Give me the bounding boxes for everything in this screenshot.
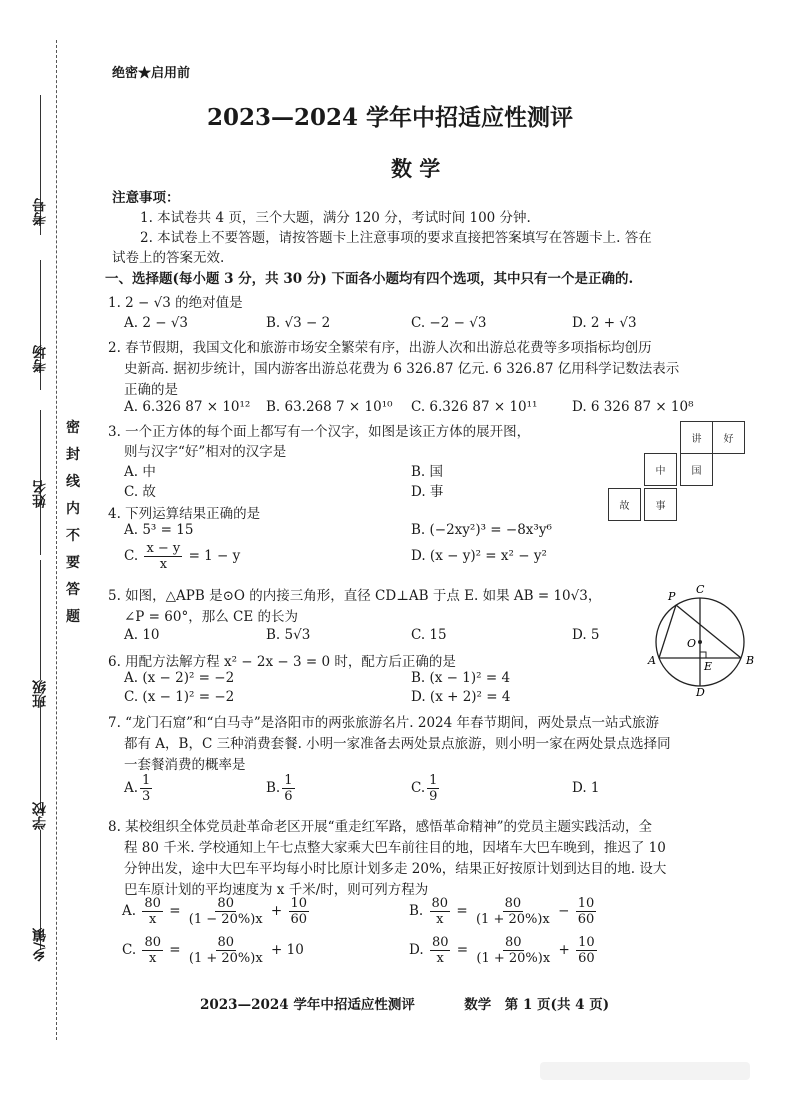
q8-a-f3d: 60: [290, 912, 308, 927]
q4-option-c-label: C.: [124, 548, 139, 564]
q8-line-2: 程 80 千米. 学校通知上午七点整大家乘大巴车前往目的地，因堵车大巴车晚到，推迟了 10: [124, 840, 666, 856]
q8-b-f2n: 80: [504, 896, 522, 911]
footer-page-number: 数学 第 1 页(共 4 页): [464, 997, 610, 1013]
page-footer: [200, 993, 609, 1013]
q7-line-3: 一套餐消费的概率是: [124, 757, 246, 773]
q8-b-frac-2: [474, 896, 552, 927]
net-cell-gu: 故: [608, 488, 641, 521]
q6-option-a: A. (x − 2)² = −2: [124, 670, 235, 686]
confidential-label: 绝密★启用前: [112, 66, 191, 81]
q8-c-f1d: x: [149, 951, 157, 966]
township-label: 乡/镇: [32, 928, 48, 962]
q8-a-f2d: (1 − 20%)x: [188, 912, 263, 927]
exam-title: 2023—2024 学年中招适应性测评: [207, 104, 574, 131]
q8-d-f3d: 60: [578, 951, 595, 966]
label-c: C: [696, 583, 705, 596]
q8-b-eq: =: [456, 903, 468, 919]
q8-b-f2d: (1 + 20%)x: [475, 912, 550, 927]
q8-option-b: [409, 896, 598, 927]
q7-c-label: C.: [411, 780, 426, 796]
label-b: B: [746, 654, 755, 667]
q8-a-f1d: x: [148, 912, 157, 927]
q8-c-frac-1: [142, 935, 163, 966]
q8-d-f1n: 80: [431, 935, 449, 950]
q8-option-c: [122, 935, 304, 966]
q4-stem: 4. 下列运算结果正确的是: [108, 506, 261, 522]
q8-c-tail: + 10: [271, 942, 304, 958]
right-angle-mark: [700, 652, 706, 658]
q8-b-frac-3: [576, 896, 597, 927]
q8-a-eq: =: [169, 903, 181, 919]
q8-d-frac-1: [430, 935, 451, 966]
label-a: A: [648, 654, 656, 667]
q7-a-label: A.: [124, 780, 139, 796]
q8-a-f3n: 10: [290, 896, 308, 911]
q8-b-f1n: 80: [431, 896, 449, 911]
q7-c-den: 9: [429, 789, 438, 804]
label-d: D: [696, 686, 705, 698]
q1-option-a: A. 2 − √3: [124, 315, 189, 331]
section-1-heading: 一、选择题(每小题 3 分，共 30 分) 下面各小题均有四个选项，其中只有一个是正确的.: [105, 271, 634, 287]
q5-option-c: C. 15: [411, 627, 447, 643]
q7-option-c: [411, 773, 441, 804]
q8-option-a: [122, 896, 311, 927]
q8-d-label: D.: [409, 942, 424, 958]
q8-a-label: A.: [122, 903, 137, 919]
q7-option-b: [266, 773, 297, 804]
q3-option-d: D. 事: [411, 484, 444, 500]
q8-a-frac-1: [142, 896, 163, 927]
q8-c-eq: =: [169, 942, 181, 958]
class-label: 班级: [32, 680, 48, 708]
footer-exam-name: 2023—2024 学年中招适应性测评: [200, 997, 415, 1013]
label-e: E: [704, 660, 713, 673]
q8-d-f1d: x: [436, 951, 444, 966]
q8-line-4: 巴车原计划的平均速度为 x 千米/时，则可列方程为: [124, 882, 429, 898]
q8-a-op: +: [270, 903, 283, 919]
q7-line-1: 7. “龙门石窟”和“白马寺”是洛阳市的两张旅游名片. 2024 年春节期间，两处景点一站式旅游: [108, 715, 660, 731]
q8-d-eq: =: [456, 942, 469, 958]
q8-b-f3d: 60: [577, 912, 595, 927]
q7-b-num: 1: [284, 773, 293, 788]
net-cell-guo: 国: [680, 453, 713, 486]
q7-a-den: 3: [142, 789, 151, 804]
q8-option-d: [409, 935, 599, 966]
q8-b-op: −: [558, 903, 570, 919]
class-line: [40, 560, 41, 680]
q8-line-1: 8. 某校组织全体党员赴革命老区开展“重走红军路，感悟革命精神”的党员主题实践活动，全: [108, 819, 652, 835]
q8-d-f2d: (1 + 20%)x: [476, 951, 551, 966]
notes-item-1: 1. 本试卷共 4 页，三个大题，满分 120 分，考试时间 100 分钟.: [140, 210, 531, 226]
label-p: P: [668, 590, 676, 603]
q3-option-b: B. 国: [411, 464, 444, 480]
q7-b-den: 6: [284, 789, 293, 804]
q2-option-b: B. 63.268 7 × 10¹⁰: [266, 399, 393, 415]
q7-option-a: [124, 773, 154, 804]
q2-option-c: C. 6.326 87 × 10¹¹: [411, 399, 538, 415]
q8-c-frac-2: [187, 935, 265, 966]
center-point: [698, 640, 702, 644]
q8-b-label: B.: [409, 903, 424, 919]
q8-c-f1n: 80: [144, 935, 161, 950]
q4-option-c-rhs: = 1 − y: [188, 548, 241, 564]
q8-c-label: C.: [122, 942, 137, 958]
q3-line-2: 则与汉字“好”相对的汉字是: [124, 444, 287, 460]
q8-a-frac-2: [187, 896, 265, 927]
q3-line-1: 3. 一个正方体的每个面上都写有一个汉字，如图是该正方体的展开图，: [108, 424, 531, 440]
q1-option-b: B. √3 − 2: [266, 315, 331, 331]
q4-option-b: B. (−2xy²)³ = −8x³y⁶: [411, 522, 552, 538]
q8-b-f3n: 10: [577, 896, 595, 911]
q8-line-3: 分钟出发，途中大巴车平均每小时比原计划多走 20%，结果正好按原计划到达目的地. 设大: [124, 861, 667, 877]
net-cell-jiang: 讲: [680, 421, 713, 454]
q6-option-b: B. (x − 1)² = 4: [411, 670, 511, 686]
q1-stem: 1. 2 − √3 的绝对值是: [108, 295, 243, 311]
q8-c-f2d: (1 + 20%)x: [188, 951, 263, 966]
q7-a-num: 1: [142, 773, 151, 788]
q4-option-d: D. (x − y)² = x² − y²: [411, 548, 547, 564]
q5-line-2: ∠P = 60°，那么 CE 的长为: [124, 609, 298, 625]
q2-line-1: 2. 春节假期，我国文化和旅游市场安全繁荣有序，出游人次和出游总花费等多项指标均创历: [108, 340, 652, 356]
q4-c-numerator: x − y: [146, 541, 181, 556]
seal-text: 密封线内不要答题: [66, 420, 80, 625]
q8-a-f2n: 80: [217, 896, 234, 911]
q6-option-c: C. (x − 1)² = −2: [124, 689, 235, 705]
q2-option-a: A. 6.326 87 × 10¹²: [124, 399, 251, 415]
q7-line-2: 都有 A，B，C 三种消费套餐. 小明一家准备去两处景点旅游，则小明一家在两处景点选择同: [124, 736, 671, 752]
notes-item-2-cont: 试卷上的答案无效.: [112, 250, 225, 266]
q3-option-c: C. 故: [124, 484, 156, 500]
q7-option-d: D. 1: [572, 780, 600, 796]
exam-number-label: 考号: [32, 198, 48, 226]
q8-b-f1d: x: [436, 912, 444, 927]
q7-c-fraction: [427, 773, 439, 804]
q4-c-denominator: x: [159, 557, 168, 572]
q1-option-d: D. 2 + √3: [572, 315, 637, 331]
q4-option-c: [124, 541, 240, 572]
net-cell-hao: 好: [712, 421, 745, 454]
q8-d-f3n: 10: [578, 935, 595, 950]
q7-a-fraction: [140, 773, 152, 804]
q2-line-3: 正确的是: [124, 382, 178, 398]
q2-option-d: D. 6 326 87 × 10⁸: [572, 399, 694, 415]
q4-option-a: A. 5³ = 15: [124, 522, 194, 538]
q8-a-frac-3: [289, 896, 310, 927]
q7-b-fraction: [282, 773, 294, 804]
q5-option-a: A. 10: [124, 627, 160, 643]
q5-line-1: 5. 如图，△APB 是⊙O 的内接三角形，直径 CD⊥AB 于点 E. 如果 AB = 10√3，: [108, 588, 602, 604]
school-label: 学校: [32, 802, 48, 830]
q8-d-frac-3: [576, 935, 597, 966]
seal-dashed-line: [56, 40, 57, 1040]
notes-heading: 注意事项：: [112, 190, 180, 206]
q2-line-2: 史新高. 据初步统计，国内游客出游总花费为 6 326.87 亿元. 6 326.87 亿用科学记数法表示: [124, 361, 680, 377]
q7-b-label: B.: [266, 780, 281, 796]
net-cell-shi: 事: [644, 488, 677, 521]
q6-stem: 6. 用配方法解方程 x² − 2x − 3 = 0 时，配方后正确的是: [108, 654, 456, 670]
q8-b-frac-1: [430, 896, 451, 927]
faded-watermark: [540, 1062, 750, 1080]
q5-option-d: D. 5: [572, 627, 600, 643]
q3-option-a: A. 中: [124, 464, 156, 480]
q8-d-frac-2: [474, 935, 552, 966]
q8-c-f2n: 80: [217, 935, 235, 950]
q7-c-num: 1: [429, 773, 438, 788]
name-label: 姓名: [32, 480, 48, 508]
q6-option-d: D. (x + 2)² = 4: [411, 689, 511, 705]
school-line: [40, 700, 41, 810]
q8-a-f1n: 80: [144, 896, 161, 911]
q5-option-b: B. 5√3: [266, 627, 311, 643]
net-cell-zhong: 中: [644, 453, 677, 486]
q8-d-op: +: [558, 942, 570, 958]
exam-room-label: 考场: [32, 345, 48, 373]
subject-title: 数 学: [391, 156, 441, 181]
notes-item-2: 2. 本试卷上不要答题，请按答题卡上注意事项的要求直接把答案填写在答题卡上. 答在: [140, 230, 652, 246]
q8-d-f2n: 80: [505, 935, 522, 950]
label-o: O: [687, 637, 697, 650]
segment-pb: [676, 605, 741, 658]
q4-option-c-fraction: [144, 541, 182, 572]
q1-option-c: C. −2 − √3: [411, 315, 487, 331]
circle-figure: [642, 580, 772, 698]
